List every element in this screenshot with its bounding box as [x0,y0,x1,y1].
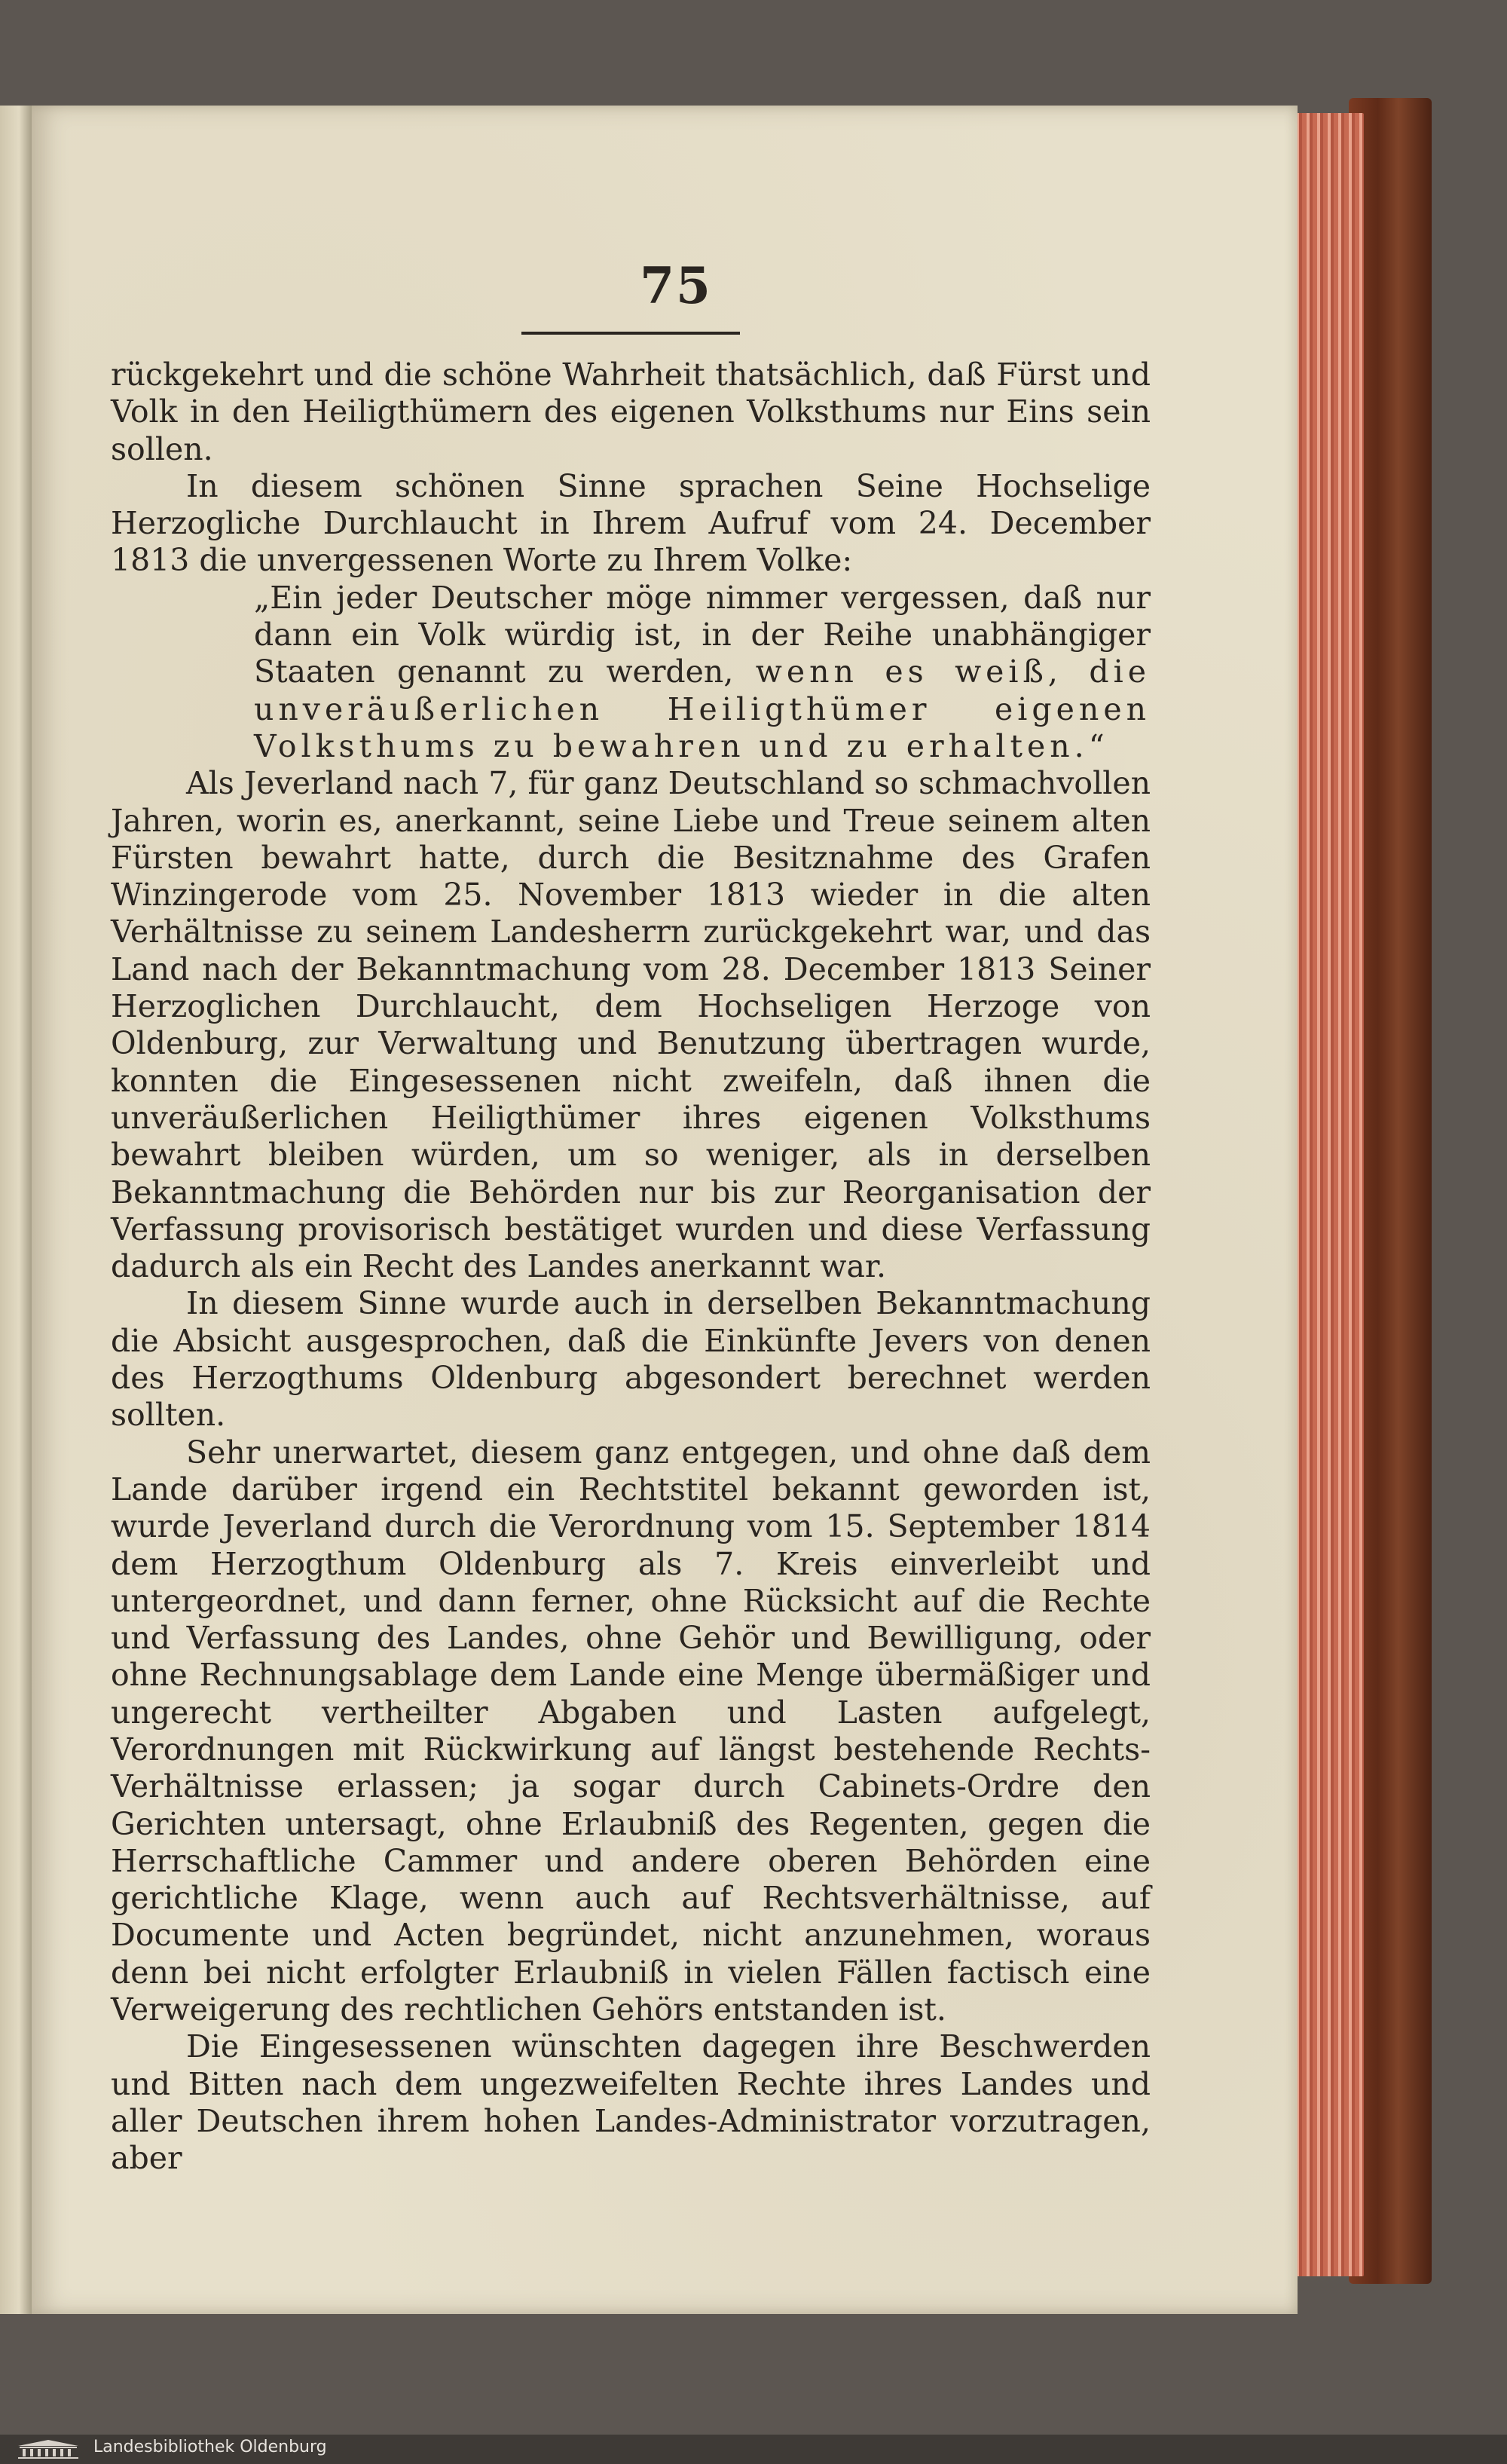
body-text [111,357,1151,2178]
paragraph-3: Als Jeverland nach 7, für ganz Deutschland so schmachvollen Jahren, worin es, anerkannt, seine Liebe und Treue seinem alten Fürsten bewahrt hatte, durch die Besitznahme des Grafen Winzingerode vom 25. November 1813 wieder in die alten Verhältnisse zu seinem Landesherrn zurückgekehrt war, und das Land nach der Bekanntmachung vom 28. December 1813 Seiner Herzoglichen Durchlaucht, dem Hochseligen Herzoge von Oldenburg, zur Verwaltung und Benutzung übertragen wurde, konnten die Eingesessenen nicht zweifeln, daß ihnen die unveräußerlichen Heiligthümer ihres eigenen Volksthums bewahrt bleiben würden, um so weniger, als in derselben Bekanntmachung die Behörden nur bis zur Reorganisation der Verfassung provisorisch bestätiget wurden und diese Verfassung dadurch als ein Recht des Landes anerkannt war. [111,765,1151,1285]
quotation: „Ein jeder Deutscher möge nimmer vergessen, daß nur dann ein Volk würdig ist, in der Reihe unabhängiger Staaten genannt zu werden, wenn es weiß, die unveräußerlichen Heiligthümer eigenen Volksthums zu bewahren und zu erhalten.“ [254,579,1151,764]
library-name: Landesbibliothek Oldenburg [93,2438,327,2456]
page-number: 75 [640,256,712,315]
library-logo-icon [14,2438,83,2459]
facing-page-sliver [0,106,32,2314]
paragraph-1: rückgekehrt und die schöne Wahrheit thatsächlich, daß Fürst und Volk in den Heiligthümern des eigenen Volksthums nur Eins sein sollen. [111,357,1151,467]
paragraph-5: Sehr unerwartet, diesem ganz entgegen, und ohne daß dem Lande darüber irgend ein Rechtstitel bekannt geworden ist, wurde Jeverland durch die Verordnung vom 15. September 1814 dem Herzogthum Oldenburg als 7. Kreis einverleibt und untergeordnet, und dann ferner, ohne Rücksicht auf die Rechte und Verfassung des Landes, ohne Gehör und Bewilligung, oder ohne Rechnungsablage dem Lande eine Menge übermäßiger und ungerecht vertheilter Abgaben und Lasten aufgelegt, Verordnungen mit Rückwirkung auf längst bestehende Rechts-Verhältnisse erlassen; ja sogar durch Cabinets-Ordre den Gerichten untersagt, ohne Erlaubniß des Regenten, gegen die Herrschaftliche Cammer und andere oberen Behörden eine gerichtliche Klage, wenn auch auf Rechtsverhältnisse, auf Documente und Acten begründet, nicht anzunehmen, woraus denn bei nicht erfolgter Erlaubniß in vielen Fällen factisch eine Verweigerung des rechtlichen Gehörs entstanden ist. [111,1434,1151,2028]
paragraph-6: Die Eingesessenen wünschten dagegen ihre Beschwerden und Bitten nach dem ungezweifelten Rechte ihres Landes und aller Deutschen ihrem hohen Landes-Administrator vorzutragen, aber [111,2028,1151,2177]
paragraph-2: In diesem schönen Sinne sprachen Seine Hochselige Herzogliche Durchlaucht in Ihrem Aufruf vom 24. December 1813 die unvergessenen Worte zu Ihrem Volke: [111,467,1151,579]
book-page [32,106,1298,2314]
header-rule [521,332,740,335]
paragraph-4: In diesem Sinne wurde auch in derselben Bekanntmachung die Absicht ausgesprochen, daß die Einkünfte Jevers von denen des Herzogthums Oldenburg abgesondert berechnet werden sollten. [111,1285,1151,1434]
